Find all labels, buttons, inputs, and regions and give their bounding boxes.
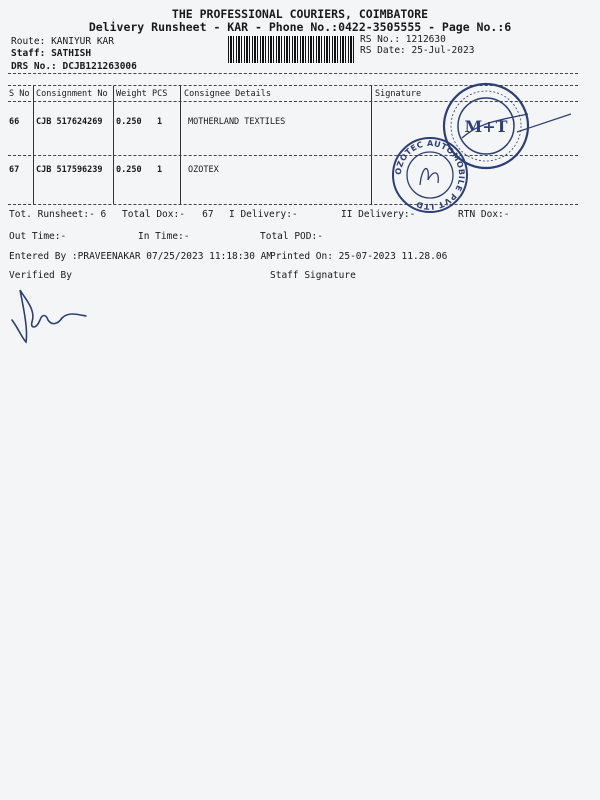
staff-label: Staff: xyxy=(11,48,46,59)
in-time: In Time:- xyxy=(138,231,190,242)
printed-on: Printed On: 25-07-2023 11.28.06 xyxy=(270,251,448,262)
rs-no-row xyxy=(360,34,446,45)
row-67-consignee: OZOTEX xyxy=(188,165,219,175)
rs-no-label: RS No.: xyxy=(360,34,401,45)
row-67-weight: 0.250 xyxy=(116,165,142,175)
out-time: Out Time:- xyxy=(9,231,67,242)
col-header-consignment: Consignment No xyxy=(36,89,108,99)
ii-delivery: II Delivery:- xyxy=(341,209,416,220)
verified-by: Verified By xyxy=(9,270,72,281)
column-divider xyxy=(113,86,114,204)
column-divider xyxy=(33,86,34,204)
rs-no-value: 1212630 xyxy=(405,34,446,45)
col-header-sno: S No xyxy=(9,89,30,99)
entered-by: Entered By :PRAVEENAKAR 07/25/2023 11:18:30 AM xyxy=(9,251,273,262)
divider xyxy=(8,204,578,205)
row-66-weight: 0.250 xyxy=(116,117,142,127)
stamp-mt-text: M+T xyxy=(464,117,508,136)
route-label: Route: xyxy=(11,36,46,47)
rs-date-label: RS Date: xyxy=(360,45,406,56)
col-header-pcs: PCS xyxy=(152,89,168,99)
col-header-consignee: Consignee Details xyxy=(184,89,271,99)
rs-date-row xyxy=(360,45,474,56)
column-divider xyxy=(180,86,181,204)
row-66-pcs: 1 xyxy=(157,117,163,127)
ozotec-stamp-text: OZOTEC AUTOMOBILE PVT LTD xyxy=(393,138,467,212)
ozotec-stamp xyxy=(390,135,470,215)
row-67-pcs: 1 xyxy=(157,165,163,175)
runsheet-subtitle: Delivery Runsheet - KAR - Phone No.:0422-3505555 - Page No.:6 xyxy=(88,20,512,34)
divider xyxy=(8,73,578,74)
route-row xyxy=(11,36,114,47)
column-divider xyxy=(371,86,372,204)
drs-row xyxy=(11,61,137,72)
staff-signature-label: Staff Signature xyxy=(270,270,356,281)
i-delivery: I Delivery:- xyxy=(229,209,298,220)
staff-row xyxy=(11,48,91,59)
row-66-sno: 66 xyxy=(9,117,20,127)
row-67-consignment: CJB 517596239 xyxy=(36,165,103,175)
col-header-signature: Signature xyxy=(375,89,422,99)
barcode xyxy=(228,36,354,63)
signature-stroke xyxy=(515,110,575,140)
rtn-dox: RTN Dox:- xyxy=(458,209,510,220)
row-66-consignee: MOTHERLAND TEXTILES xyxy=(188,117,286,127)
verifier-signature xyxy=(6,280,96,350)
total-dox-label: Total Dox:- xyxy=(122,209,185,220)
company-title: THE PROFESSIONAL COURIERS, COIMBATORE xyxy=(171,7,429,21)
rs-date-value: 25-Jul-2023 xyxy=(411,45,475,56)
total-dox-value: 67 xyxy=(202,209,214,220)
svg-text:OZOTEC AUTOMOBILE PVT LTD xyxy=(394,139,466,211)
drs-label: DRS No.: xyxy=(11,61,57,72)
tot-runsheet: Tot. Runsheet:- 6 xyxy=(9,209,107,220)
total-dox xyxy=(122,209,214,220)
drs-value: DCJB121263006 xyxy=(62,61,137,72)
row-66-consignment: CJB 517624269 xyxy=(36,117,103,127)
row-67-sno: 67 xyxy=(9,165,20,175)
col-header-weight: Weight xyxy=(116,89,147,99)
staff-value: SATHISH xyxy=(51,48,92,59)
route-value: KANIYUR KAR xyxy=(51,36,114,47)
total-pod: Total POD:- xyxy=(260,231,323,242)
